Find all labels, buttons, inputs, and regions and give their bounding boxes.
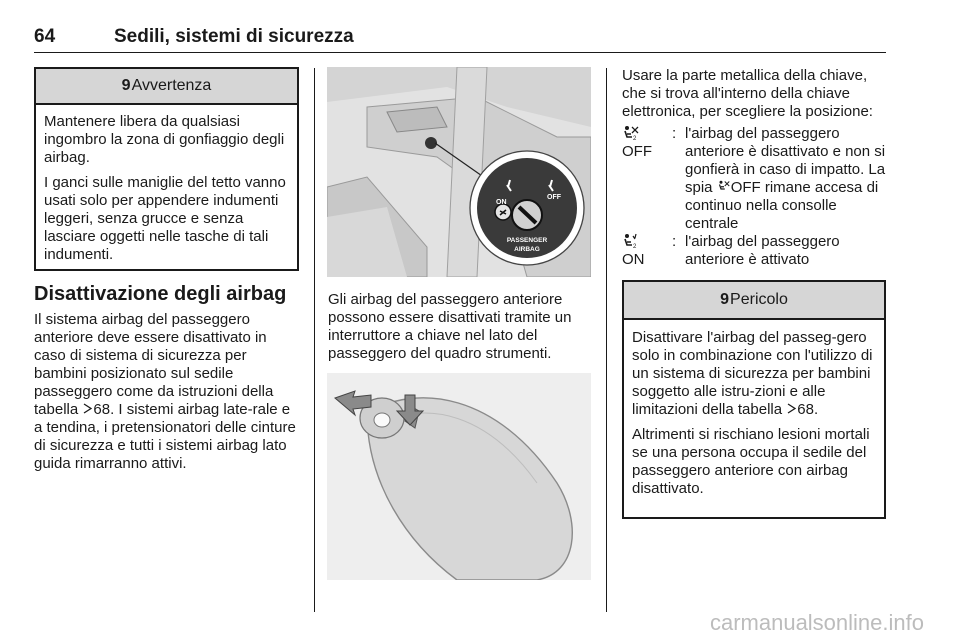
legend-desc-text: l'airbag del passeggero anteriore è disattivato e non si gonfierà in caso di impatto. La spia: [685, 125, 886, 196]
danger-paragraph: [632, 329, 877, 419]
chapter-title: Sedili, sistemi di sicurezza: [114, 26, 354, 47]
dashboard-illustration: [327, 67, 591, 277]
legend-colon: :: [672, 125, 677, 142]
airbag-off-icon: [622, 125, 668, 143]
section-heading: Disattivazione degli airbag: [34, 283, 287, 305]
figure-electronic-key: [327, 373, 591, 580]
legend-desc-off-label: OFF: [730, 179, 761, 196]
danger-paragraph-text: Disattivare l'airbag del passeg-gero solo in combinazione con l'utilizzo di un sistema di sicurezza per bambini soggetto alle istru-zioni e alle limitazioni della tabella: [632, 329, 873, 418]
danger-ref-end: .: [813, 401, 819, 418]
switch-label-on: ON: [496, 199, 507, 206]
figure-caption: [328, 291, 592, 363]
inline-airbag-off-icon: [717, 179, 731, 196]
svg-text:2: 2: [633, 136, 637, 141]
page-ref-arrow-icon: [786, 401, 797, 419]
airbag-on-icon: [622, 233, 668, 251]
figure-airbag-switch: [327, 67, 591, 277]
warning-box-body: [36, 105, 297, 264]
airbag-off-label: OFF: [622, 143, 652, 160]
page-number: 64: [34, 26, 56, 47]
warning-icon: 9: [121, 77, 131, 94]
column-divider: [606, 68, 607, 612]
warning-box-title: Avvertenza: [131, 77, 212, 94]
section-body-text: Il sistema airbag del passeggero anteriore deve essere disattivato in caso di sistema di sicurezza per bambini posizionato sul sedile passeggero come da istruzioni della tabella: [34, 311, 274, 418]
legend-desc-text-continued: rimane accesa di continuo nella consolle centrale: [685, 179, 879, 232]
right-intro: Usare la parte metallica della chiave, che si trova all'interno della chiave elettronica, per scegliere la posizione:: [622, 67, 873, 120]
switch-label-off: OFF: [547, 194, 561, 201]
airbag-on-label: ON: [622, 251, 645, 268]
warning-box: [34, 67, 299, 271]
page-ref: 68: [93, 401, 111, 418]
switch-label-airbag: AIRBAG: [514, 246, 540, 253]
page-ref-arrow-icon: [82, 401, 93, 419]
danger-icon: 9: [720, 291, 730, 308]
section-body: [34, 311, 296, 473]
watermark: carmanualsonline.info: [709, 610, 924, 635]
legend-description: [685, 125, 889, 233]
warning-paragraph: I ganci sulle maniglie del tetto vanno usati solo per appendere indumenti leggeri, senza grucce e senza lasciare oggetti nelle tasche di tali indumenti.: [44, 174, 286, 263]
warning-box-header: [36, 69, 297, 105]
column-divider: [314, 68, 315, 612]
danger-box-body: [624, 320, 884, 498]
danger-box-header: [624, 282, 884, 320]
danger-box-title: Pericolo: [730, 291, 788, 308]
page-ref: 68: [797, 401, 814, 418]
right-intro-text: [622, 67, 888, 121]
danger-box: [622, 280, 886, 519]
svg-text:2: 2: [633, 244, 637, 249]
warning-paragraph: Mantenere libera da qualsiasi ingombro la zona di gonfiaggio degli airbag.: [44, 113, 285, 166]
legend-description: l'airbag del passeggero anteriore è attivato: [685, 233, 840, 268]
page-header: [34, 26, 886, 53]
legend-item-on: [622, 233, 886, 273]
legend-colon: :: [672, 233, 677, 250]
danger-paragraph: Altrimenti si rischiano lesioni mortali se una persona occupa il sedile del passeggero anteriore con airbag disattivato.: [632, 426, 870, 497]
figure-caption-text: Gli airbag del passeggero anteriore possono essere disattivati tramite un interruttore a chiave nel lato del passeggero del quadro strumenti.: [328, 291, 572, 362]
key-illustration: [327, 373, 591, 580]
switch-label-passenger: PASSENGER: [506, 237, 548, 244]
section-body-text-continued: . I sistemi airbag late-rale e a tendina, i pretensionatori delle cinture di sicurezza e tutti i sistemi airbag lato guida rimarranno attivi.: [34, 401, 296, 472]
